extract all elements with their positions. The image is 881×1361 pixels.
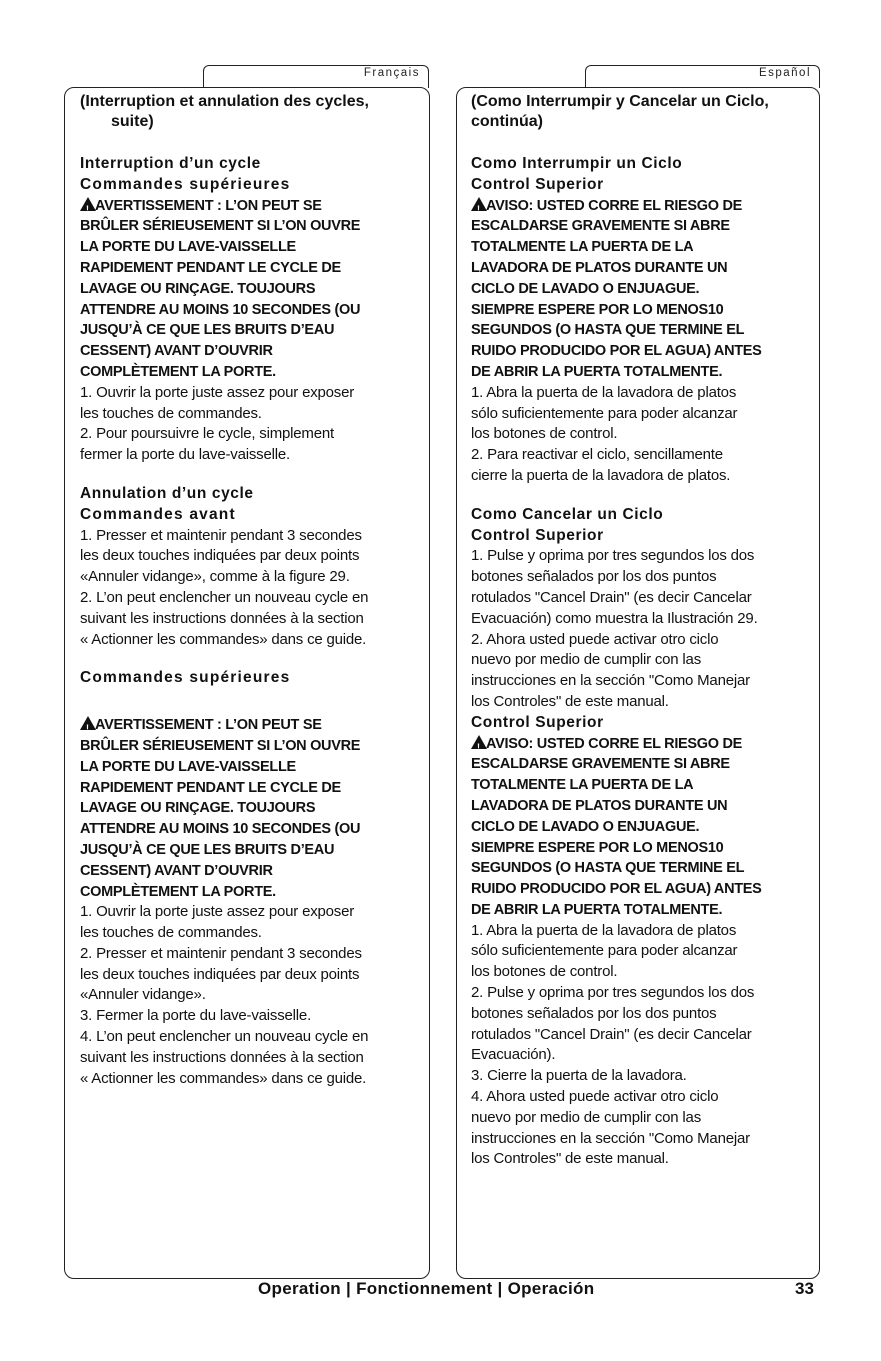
french-language-tab [203,65,429,88]
spanish-language-tab [585,65,820,88]
spanish-title-line1: (Como Interrumpir y Cancelar un Ciclo, [471,93,769,110]
french-section1-heading: Interruption d’un cycle [80,155,261,172]
french-section1-steps: 1. Ouvrir la porte juste assez pour exposer les touches de commandes. 2. Pour poursuivre le cycle, simplement fermer la porte du lave-vaisselle. [80,383,355,464]
page-number: 33 [795,1279,814,1298]
french-tab-label: Français [363,67,420,79]
spanish-section3-steps: 1. Abra la puerta de la lavadora de platos sólo suficientemente para poder alcanzar los botones de control. 2. Pulse y oprima por tres segundos los dos botones señalados por los dos puntos rotulados "Cancel Drain" (es decir Cancelar Evacuación). 3. Cierre la puerta de la lavadora. 4. Ahora usted puede activar otro ciclo nuevo por medio de cumplir con las instrucciones en la sección "Como Manejar los Controles" de este manual. [471,921,755,1168]
spanish-warning-1: !AVISO: USTED CORRE EL RIESGO DE ESCALDARSE GRAVEMENTE SI ABRE TOTALMENTE LA PUERTA DE LA LAVADORA DE PLATOS DURANTE UN CICLO DE LAVADO O ENJUAGUE. SIEMPRE ESPERE POR LO MENOS10 SEGUNDOS (O HASTA QUE TERMINE EL RUIDO PRODUCIDO POR EL AGUA) ANTES DE ABRIR LA PUERTA TOTALMENTE. [471,196,816,383]
spanish-title [471,92,816,132]
french-section1-subheading: Commandes supérieures [80,175,291,193]
spanish-section1-steps: 1. Abra la puerta de la lavadora de platos sólo suficientemente para poder alcanzar los botones de control. 2. Para reactivar el ciclo, sencillamente cierre la puerta de la lavadora de platos. [471,383,738,484]
spanish-section2-heading: Como Cancelar un Ciclo [471,505,664,523]
warning-icon [471,735,487,749]
warning-icon [80,197,96,211]
french-content [80,92,425,1089]
french-title-line1: (Interruption et annulation des cycles, [80,93,369,110]
spanish-section2-steps: 1. Pulse y oprima por tres segundos los dos botones señalados por los dos puntos rotulados "Cancel Drain" (es decir Cancelar Evacuación) como muestra la Ilustración 29. 2. Ahora usted puede activar otro ciclo nuevo por medio de cumplir con las instrucciones en la sección "Como Manejar los Controles" de este manual. [471,547,758,710]
spanish-warning-2: !AVISO: USTED CORRE EL RIESGO DE ESCALDARSE GRAVEMENTE SI ABRE TOTALMENTE LA PUERTA DE LA LAVADORA DE PLATOS DURANTE UN CICLO DE LAVADO O ENJUAGUE. SIEMPRE ESPERE POR LO MENOS10 SEGUNDOS (O HASTA QUE TERMINE EL RUIDO PRODUCIDO POR EL AGUA) ANTES DE ABRIR LA PUERTA TOTALMENTE. [471,734,816,921]
spanish-section2-subheading: Control Superior [471,526,604,544]
french-warning-1: !AVERTISSEMENT : L’ON PEUT SE BRÛLER SÉRIEUSEMENT SI L’ON OUVRE LA PORTE DU LAVE-VAISSELLE RAPIDEMENT PENDANT LE CYCLE DE LAVAGE OU RINÇAGE. TOUJOURS ATTENDRE AU MOINS 10 SECONDES (OU JUSQU’À CE QUE LES BRUITS D’EAU CESSENT) AVANT D’OUVRIR COMPLÈTEMENT LA PORTE. [80,196,425,383]
warning-icon [471,197,487,211]
french-warning-2: !AVERTISSEMENT : L’ON PEUT SE BRÛLER SÉRIEUSEMENT SI L’ON OUVRE LA PORTE DU LAVE-VAISSELLE RAPIDEMENT PENDANT LE CYCLE DE LAVAGE OU RINÇAGE. TOUJOURS ATTENDRE AU MOINS 10 SECONDES (OU JUSQU’À CE QUE LES BRUITS D’EAU CESSENT) AVANT D’OUVRIR COMPLÈTEMENT LA PORTE. [80,715,425,902]
french-section2-subheading: Commandes avant [80,505,236,523]
french-section2-heading: Annulation d’un cycle [80,484,254,502]
french-title-line2: suite) [111,113,154,130]
french-section3-heading: Commandes supérieures [80,669,291,687]
spanish-section1-subheading: Control Superior [471,175,604,193]
spanish-content [471,92,816,1170]
warning-icon [80,716,96,730]
french-section2-steps: 1. Presser et maintenir pendant 3 secondes les deux touches indiquées par deux points «Annuler vidange», comme à la figure 29. 2. L’on peut enclencher un nouveau cycle en suivant les instructions données à la section « Actionner les commandes» dans ce guide. [80,526,369,648]
spanish-section3-subheading: Control Superior [471,713,604,731]
french-title [80,92,425,132]
french-section3-steps: 1. Ouvrir la porte juste assez pour exposer les touches de commandes. 2. Presser et maintenir pendant 3 secondes les deux touches indiquées par deux points «Annuler vidange». 3. Fermer la porte du lave-vaisselle. 4. L’on peut enclencher un nouveau cycle en suivant les instructions données à la section « Actionner les commandes» dans ce guide. [80,903,369,1087]
spanish-section1-heading: Como Interrumpir un Ciclo [471,155,683,172]
spanish-tab-label: Español [758,67,811,79]
page-footer: Operation | Fonctionnement | Operación [258,1279,595,1298]
spanish-title-line2: continúa) [471,113,543,130]
